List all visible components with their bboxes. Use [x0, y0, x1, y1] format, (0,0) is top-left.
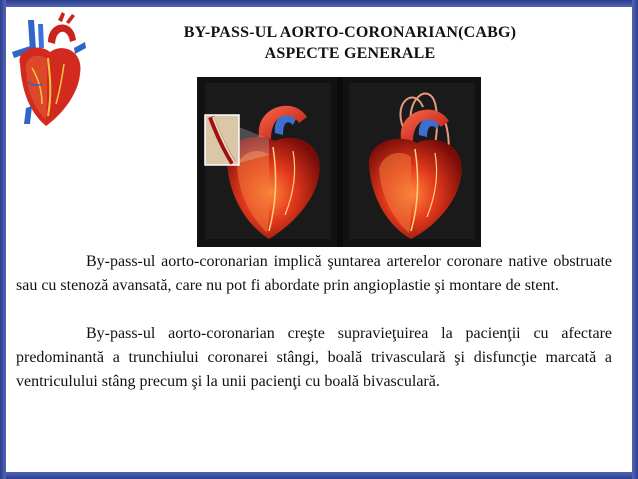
- anatomical-heart-icon: [8, 12, 86, 130]
- title-line-1: BY-PASS-UL AORTO-CORONARIAN(CABG): [183, 24, 517, 41]
- frame-left: [0, 0, 6, 479]
- frame-bottom: [0, 472, 638, 479]
- frame-top: [0, 0, 638, 7]
- cabg-heart-images: [197, 77, 481, 247]
- paragraph-1: By-pass-ul aorto-coronarian implică şuntarea arterelor coronare native obstruate sau cu stenoză avansată, care nu pot fi abordate prin angioplastie şi montare de stent.: [16, 253, 612, 294]
- paragraph-2: By-pass-ul aorto-coronarian creşte supravieţuirea la pacienţii cu afectare predominantă a trunchiului coronarei stângi, boală trivasculară şi disfuncţie marcată a ventriculului stâng precum şi la unii pacienţi cu boală bivasculară.: [16, 325, 612, 390]
- body-text: [16, 250, 612, 394]
- title-line-2: ASPECTE GENERALE: [264, 45, 436, 62]
- slide-title: [100, 22, 600, 64]
- cabg-illustration: [197, 77, 481, 247]
- frame-right: [632, 0, 638, 479]
